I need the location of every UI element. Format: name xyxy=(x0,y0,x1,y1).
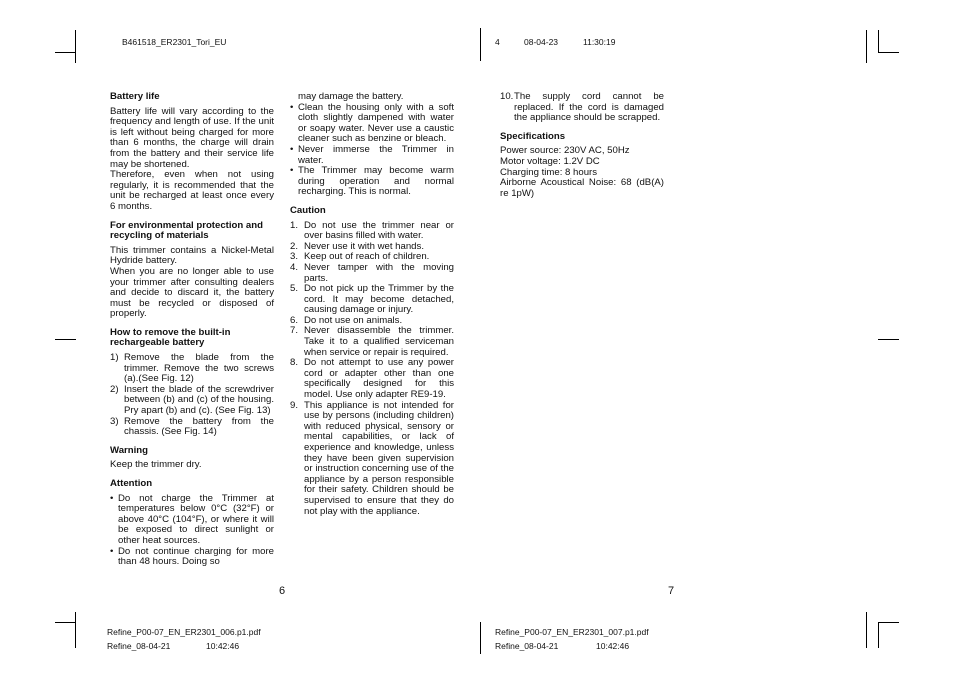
page-number-left: 6 xyxy=(279,585,286,597)
bullet-text: Never immerse the Trimmer in water. xyxy=(298,143,454,166)
footer-left-pdf: Refine_P00-07_EN_ER2301_006.p1.pdf xyxy=(107,627,261,637)
footer-right-time: 10:42:46 xyxy=(596,641,630,651)
bullet-icon: • xyxy=(110,492,114,504)
footer-right-pdf: Refine_P00-07_EN_ER2301_007.p1.pdf xyxy=(495,627,649,637)
item-text: This appliance is not intended for use by persons (including children) with reduced physical, sensory or mental capabilities, or lack of experience and knowledge, unless they have been given supervision or instruction concerning use of the appliance by a person responsible for their safety. Children should be supervised to ensure that they do not play with the appliance. xyxy=(304,399,454,517)
item-number: 8. xyxy=(290,357,299,369)
item-text: Never tamper with the moving parts. xyxy=(304,261,454,284)
item-text: Never disassemble the trimmer. Take it to a qualified serviceman when service or repair is required. xyxy=(304,325,454,358)
spec-power-source: Power source: 230V AC, 50Hz xyxy=(500,145,630,157)
item-number: 9. xyxy=(290,399,299,411)
continued-text: may damage the battery. xyxy=(298,91,404,102)
step-number: 3) xyxy=(110,415,119,427)
crop-mark xyxy=(878,339,899,340)
caution-list-continued xyxy=(500,92,664,124)
crop-mark xyxy=(75,612,76,648)
battery-life-text-2: Therefore, even when not using regularly, it is recommended that the unit be recharged at least once every 6 months. xyxy=(110,169,274,212)
column-left xyxy=(110,92,274,568)
step-number: 2) xyxy=(110,383,119,395)
crop-mark xyxy=(878,622,879,648)
crop-mark xyxy=(878,622,899,623)
item-number: 10. xyxy=(500,91,514,102)
item-text: Keep out of reach of children. xyxy=(304,251,430,263)
attention-heading: Attention xyxy=(110,478,153,489)
bullet-icon: • xyxy=(290,143,294,155)
footer-left-refine: Refine_08-04-21 xyxy=(107,641,171,651)
item-number: 6. xyxy=(290,314,299,326)
caution-list xyxy=(290,221,454,518)
warning-text: Keep the trimmer dry. xyxy=(110,459,202,471)
bullet-text: Do not continue charging for more than 48 hours. Doing so xyxy=(118,545,274,568)
list-item xyxy=(290,103,454,145)
header-filename: B461518_ER2301_Tori_EU xyxy=(122,37,227,47)
item-number: 3. xyxy=(290,251,299,263)
bullet-icon: • xyxy=(110,545,114,557)
step-text: Remove the battery from the chassis. (See Fig. 14) xyxy=(124,415,274,438)
environment-heading: For environmental protection and recycling of materials xyxy=(110,219,263,242)
spec-noise: Airborne Acoustical Noise: 68 (dB(A) re 1pW) xyxy=(500,177,664,199)
item-number: 5. xyxy=(290,283,299,295)
item-number: 4. xyxy=(290,261,299,273)
list-item xyxy=(290,166,454,198)
list-item xyxy=(110,385,274,417)
remove-battery-steps xyxy=(110,353,274,438)
list-item xyxy=(110,494,274,547)
crop-mark xyxy=(55,339,76,340)
list-item xyxy=(290,145,454,166)
crop-mark xyxy=(55,622,76,623)
list-item xyxy=(290,263,454,284)
environment-text-2: When you are no longer able to use your trimmer after consulting dealers and decide to discard it, the battery must be recycled or disposed of properly. xyxy=(110,265,274,320)
bullet-text: Clean the housing only with a soft cloth slightly dampened with water or soapy water. Never use a caustic cleaner such as benzine or bleach. xyxy=(298,101,454,145)
item-text: Do not attempt to use any power cord or adapter other than one specifically designed for this model. Use only adapter RE9-19. xyxy=(304,357,454,401)
list-item xyxy=(290,221,454,242)
page-number-right: 7 xyxy=(668,585,675,597)
list-item xyxy=(110,417,274,438)
battery-life-text: Battery life will vary according to the frequency and length of use. If the unit is left without being charged for more than 6 months, the charge will drain from the battery and their service life may be shortened. xyxy=(110,105,274,170)
footer-left-time: 10:42:46 xyxy=(206,641,240,651)
list-item xyxy=(500,92,664,124)
list-item xyxy=(110,547,274,568)
column-right xyxy=(500,92,664,199)
list-item xyxy=(290,326,454,358)
spec-motor-voltage: Motor voltage: 1.2V DC xyxy=(500,155,600,167)
crop-mark xyxy=(55,52,76,53)
list-item xyxy=(290,358,454,400)
item-text: Do not pick up the Trimmer by the cord. It may become detached, causing damage or injury. xyxy=(304,283,454,316)
crop-mark xyxy=(75,30,76,63)
step-number: 1) xyxy=(110,352,119,364)
battery-life-heading: Battery life xyxy=(110,91,160,102)
item-number: 7. xyxy=(290,325,299,337)
list-item xyxy=(290,401,454,518)
warning-heading: Warning xyxy=(110,444,149,456)
header-time: 11:30:19 xyxy=(583,37,616,47)
care-list xyxy=(290,103,454,198)
header-page-index: 4 xyxy=(495,37,500,47)
spec-charging-time: Charging time: 8 hours xyxy=(500,166,598,178)
bullet-text: Do not charge the Trimmer at temperatures below 0°C (32°F) or above 40°C (104°F), or where it will be exposed to direct sunlight or other heat sources. xyxy=(118,492,274,546)
remove-battery-heading: How to remove the built-in rechargeable battery xyxy=(110,326,231,349)
crop-mark xyxy=(878,30,879,52)
attention-list xyxy=(110,494,274,568)
crop-mark xyxy=(480,28,481,61)
item-text: Do not use on animals. xyxy=(304,314,403,326)
footer-right-refine: Refine_08-04-21 xyxy=(495,641,559,651)
specifications-heading: Specifications xyxy=(500,130,566,142)
crop-mark xyxy=(866,612,867,648)
crop-mark xyxy=(878,52,899,53)
step-text: Remove the blade from the trimmer. Remove the two screws (a).(See Fig. 12) xyxy=(124,352,274,385)
bullet-icon: • xyxy=(290,165,294,177)
item-number: 2. xyxy=(290,240,299,252)
bullet-icon: • xyxy=(290,101,294,113)
caution-heading: Caution xyxy=(290,204,326,216)
item-text: Do not use the trimmer near or over basins filled with water. xyxy=(304,219,454,242)
list-item xyxy=(110,353,274,385)
environment-text: This trimmer contains a Nickel-Metal Hydride battery. xyxy=(110,244,274,267)
item-number: 1. xyxy=(290,219,299,231)
header-date: 08-04-23 xyxy=(524,37,559,47)
column-middle xyxy=(290,92,454,517)
item-text: The supply cord cannot be replaced. If the cord is damaged the appliance should be scrapped. xyxy=(514,91,664,124)
crop-mark xyxy=(866,30,867,63)
list-item xyxy=(290,284,454,316)
bullet-text: The Trimmer may become warm during operation and normal recharging. This is normal. xyxy=(298,165,454,198)
item-text: Never use it with wet hands. xyxy=(304,240,424,252)
crop-mark xyxy=(480,622,481,654)
step-text: Insert the blade of the screwdriver between (b) and (c) of the housing. Pry apart (b) and (c). (See Fig. 13) xyxy=(124,383,274,417)
